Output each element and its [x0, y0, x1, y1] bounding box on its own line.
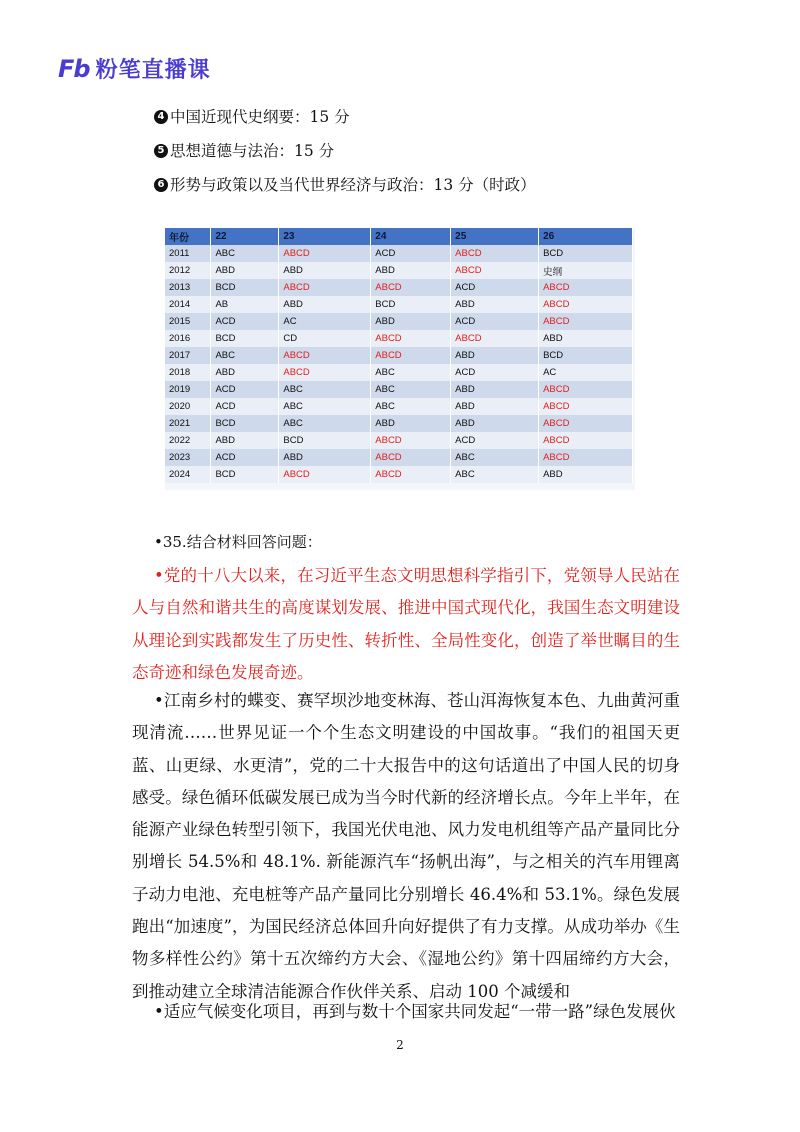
table-row [165, 364, 633, 381]
table-row [165, 415, 633, 432]
table-row [165, 279, 633, 296]
answer-cell: ACD [451, 279, 539, 296]
answer-table-image [165, 228, 635, 490]
score-list [154, 100, 536, 202]
answer-cell: ABD [539, 466, 633, 483]
score-list-text: 形势与政策以及当代世界经济与政治：13 分（时政） [170, 176, 536, 194]
answer-table [165, 228, 633, 483]
circled-number: 5 [154, 144, 168, 158]
answer-cell: ACD [211, 398, 279, 415]
answer-cell: ABCD [371, 432, 451, 449]
answer-cell: ABCD [279, 364, 371, 381]
answer-cell: ACD [451, 432, 539, 449]
column-header: 25 [451, 228, 539, 245]
answer-cell: ABCD [539, 415, 633, 432]
answer-cell: ABCD [279, 279, 371, 296]
answer-cell: ABCD [451, 245, 539, 262]
answer-cell: ABCD [539, 449, 633, 466]
answer-cell: ABCD [371, 330, 451, 347]
table-row [165, 313, 633, 330]
column-header: 23 [279, 228, 371, 245]
column-header: 22 [211, 228, 279, 245]
year-cell: 2013 [165, 279, 211, 296]
answer-cell: ABC [279, 381, 371, 398]
table-body [165, 245, 633, 483]
answer-cell: BCD [539, 347, 633, 364]
table-header-row [165, 228, 633, 245]
score-list-text: 思想道德与法治：15 分 [170, 142, 335, 160]
answer-cell: ABCD [451, 330, 539, 347]
answer-cell: ACD [211, 313, 279, 330]
answer-cell: ABD [371, 313, 451, 330]
material-paragraph-continued: •适应气候变化项目，再到与数十个国家共同发起“一带一路”绿色发展伙 [154, 1002, 676, 1021]
answer-cell: ABD [451, 398, 539, 415]
answer-cell: ABD [451, 296, 539, 313]
logo-mark: Fb [58, 54, 90, 83]
answer-cell: ABCD [371, 466, 451, 483]
answer-cell: ABD [279, 262, 371, 279]
answer-cell: ACD [451, 313, 539, 330]
table-row [165, 398, 633, 415]
year-cell: 2014 [165, 296, 211, 313]
circled-number: 6 [154, 178, 168, 192]
table-row [165, 262, 633, 279]
answer-cell: ABD [211, 432, 279, 449]
answer-cell: AC [539, 364, 633, 381]
answer-cell: ABD [451, 415, 539, 432]
year-cell: 2017 [165, 347, 211, 364]
table-row [165, 245, 633, 262]
answer-cell: ABD [539, 330, 633, 347]
answer-cell: CD [279, 330, 371, 347]
answer-cell: AC [279, 313, 371, 330]
table-row [165, 296, 633, 313]
page-number: 2 [396, 1038, 404, 1052]
year-cell: 2015 [165, 313, 211, 330]
material-paragraph: •江南乡村的蝶变、赛罕坝沙地变林海、苍山洱海恢复本色、九曲黄河重现清流……世界见证一个个生态文明建设的中国故事。“我们的祖国天更蓝、山更绿、水更清”，党的二十大报告中的这句话道出了中国人民的切身感受。绿色循环低碳发展已成为当今时代新的经济增长点。今年上半年，在能源产业绿色转型引领下，我国光伏电池、风力发电机组等产品产量同比分别增长 54.5%和 48.1%. 新能源汽车“扬帆出海”，与之相关的汽车用锂离子动力电池、充电桩等产品产量同比分别增长 46.4%和 53.1%。绿色发展跑出“加速度”，为国民经济总体回升向好提供了有力支撑。从成功举办《生物多样性公约》第十五次缔约方大会、《湿地公约》第十四届缔约方大会，到推动建立全球清洁能源合作伙伴关系、启动 100 个减缓和 [132, 691, 680, 1001]
answer-cell: BCD [371, 296, 451, 313]
answer-cell: 史纲 [539, 262, 633, 279]
answer-cell: ABCD [451, 262, 539, 279]
answer-cell: BCD [279, 432, 371, 449]
answer-cell: ABC [211, 347, 279, 364]
answer-cell: ABCD [539, 381, 633, 398]
circled-number: 4 [154, 110, 168, 124]
table-row [165, 330, 633, 347]
answer-cell: ABCD [279, 347, 371, 364]
table-row [165, 449, 633, 466]
answer-cell: BCD [211, 279, 279, 296]
answer-cell: ABC [279, 398, 371, 415]
year-cell: 2011 [165, 245, 211, 262]
answer-cell: ABC [371, 364, 451, 381]
answer-cell: ABD [211, 364, 279, 381]
score-list-item [154, 134, 536, 168]
year-cell: 2022 [165, 432, 211, 449]
table-row [165, 432, 633, 449]
column-header: 26 [539, 228, 633, 245]
answer-cell: ABC [451, 449, 539, 466]
score-list-item [154, 100, 536, 134]
answer-cell: ABC [371, 381, 451, 398]
logo-text: 粉笔直播课 [95, 58, 211, 83]
question-heading: •35.结合材料回答问题： [154, 533, 322, 551]
answer-cell: ABD [371, 415, 451, 432]
answer-cell: ABCD [279, 466, 371, 483]
year-cell: 2016 [165, 330, 211, 347]
answer-cell: ACD [371, 245, 451, 262]
column-header: 24 [371, 228, 451, 245]
answer-cell: ABD [279, 296, 371, 313]
answer-cell: ABCD [539, 296, 633, 313]
year-cell: 2024 [165, 466, 211, 483]
answer-cell: ABCD [279, 245, 371, 262]
answer-cell: ABCD [539, 432, 633, 449]
answer-cell: ABD [211, 262, 279, 279]
answer-cell: ACD [211, 381, 279, 398]
answer-cell: ABCD [371, 279, 451, 296]
year-cell: 2019 [165, 381, 211, 398]
answer-cell: BCD [211, 466, 279, 483]
answer-cell: ABC [279, 415, 371, 432]
answer-cell: ACD [451, 364, 539, 381]
answer-cell: ABCD [539, 398, 633, 415]
answer-cell: ABC [451, 466, 539, 483]
table-row [165, 466, 633, 483]
answer-cell: ABD [451, 347, 539, 364]
answer-cell: ABC [371, 398, 451, 415]
answer-cell: ABCD [371, 347, 451, 364]
answer-cell: ABD [451, 381, 539, 398]
answer-cell: ABCD [539, 279, 633, 296]
answer-cell: BCD [211, 330, 279, 347]
answer-cell: ABCD [371, 449, 451, 466]
year-cell: 2021 [165, 415, 211, 432]
brand-logo [58, 53, 211, 84]
answer-cell: ABCD [539, 313, 633, 330]
answer-cell: ACD [211, 449, 279, 466]
score-list-text: 中国近现代史纲要：15 分 [170, 108, 350, 126]
year-cell: 2012 [165, 262, 211, 279]
table-row [165, 381, 633, 398]
score-list-item [154, 168, 536, 202]
answer-cell: ABC [211, 245, 279, 262]
answer-cell: ABD [371, 262, 451, 279]
year-cell: 2023 [165, 449, 211, 466]
table-row [165, 347, 633, 364]
answer-cell: BCD [539, 245, 633, 262]
answer-cell: BCD [211, 415, 279, 432]
column-header: 年份 [165, 228, 211, 245]
year-cell: 2020 [165, 398, 211, 415]
material-paragraph-highlight: •党的十八大以来，在习近平生态文明思想科学指引下，党领导人民站在人与自然和谐共生的高度谋划发展、推进中国式现代化，我国生态文明建设从理论到实践都发生了历史性、转折性、全局性变化，创造了举世瞩目的生态奇迹和绿色发展奇迹。 [132, 566, 680, 682]
answer-cell: ABD [279, 449, 371, 466]
year-cell: 2018 [165, 364, 211, 381]
answer-cell: AB [211, 296, 279, 313]
